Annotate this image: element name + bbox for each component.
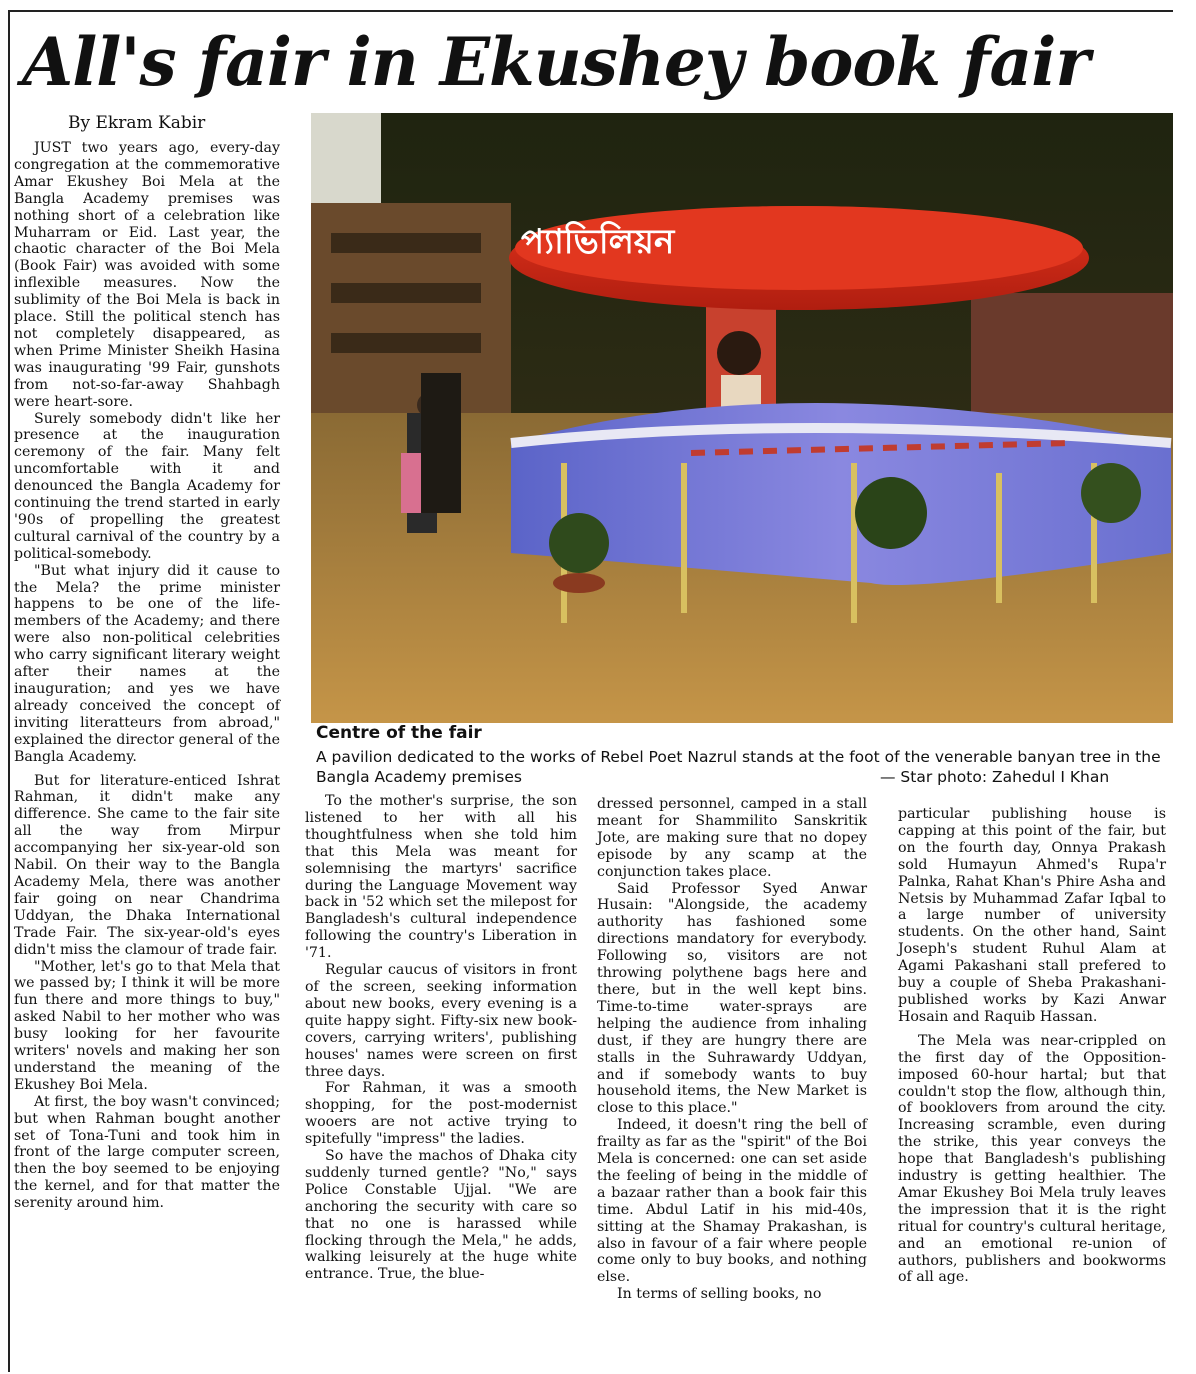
article-column-1 (14, 140, 280, 1212)
left-rule (8, 10, 10, 1372)
paragraph: JUST two years ago, every-day congregation at the commemorative Amar Ekushey Boi Mela at the Bangla Academy premises was nothing short of a celebration like Muharram or Eid. Last year, the chaotic character of the Boi Mela (Book Fair) was avoided with some inflexible measures. Now the sublimity of the Boi Mela is back in place. Still the political stench has not completely disappeared, as when Prime Minister Sheikh Hasina was inaugurating '99 Fair, gunshots from not-so-far-away Shahbagh were heart-sore. (14, 140, 280, 410)
photo-credit: — Star photo: Zahedul I Khan (880, 768, 1110, 786)
paragraph: To the mother's surprise, the son listened to her with all his thoughtfulness when she told him that this Mela was meant for solemnising the martyrs' sacrifice during the Language Movement way back in '52 which set the milepost for Bangladesh's cultural independence following the country's Liberation in '71. (305, 793, 577, 962)
byline: By Ekram Kabir (68, 113, 206, 133)
paragraph: In terms of selling books, no (617, 1286, 822, 1303)
fair-pavilion-photo (311, 113, 1173, 723)
paragraph: Indeed, it doesn't ring the bell of frailty as far as the "spirit" of the Boi Mela is concerned: one can set aside the feeling of being in the middle of a bazaar rather than a book fair this time. Abdul Latif in his mid-40s, sitting at the Shamay Prakashan, is also in favour of a fair where people come only to buy books, and nothing else. (597, 1117, 867, 1286)
paragraph: dressed personnel, camped in a stall meant for Shammilito Sanskritik Jote, are making sure that no dopey episode by any scamp at the conjunction takes place. (597, 796, 867, 880)
paragraph: Regular caucus of visitors in front of the screen, seeking information about new books, every evening is a quite happy sight. Fifty-six new book-covers, carrying writers', publishing houses' names were screen on first three days. (305, 962, 577, 1080)
paragraph: particular publishing house is capping at this point of the fair, but on the fourth day, Onnya Prakash sold Humayun Ahmed's Rupa'r Palnka, Rahat Khan's Phire Asha and Netsis by Muhammad Zafar Iqbal to a large number of university students. On the other hand, Saint Joseph's student Ruhul Alam at Agami Pakashani stall prefered to buy a couple of Sheba Prakashani-published works by Kazi Anwar Hosain and Raquib Hassan. (898, 806, 1166, 1025)
pavilion-sign: প্যাভিলিয়ন (521, 222, 675, 262)
paragraph: Said Professor Syed Anwar Husain: "Alongside, the academy authority has fashioned some directions mandatory for everybody. Following so, visitors are not throwing polythene bags here and there, but in the well kept bins. Time-to-time water-sprays are helping the audience from inhaling dust, if they are hungry there are stalls in the Suhrawardy Uddyan, and if somebody wants to buy household items, the New Market is close to this place." (597, 880, 867, 1117)
paragraph: For Rahman, it was a smooth shopping, for the post-modernist wooers are not active trying to spitefully "impress" the ladies. (305, 1080, 577, 1148)
paragraph: "Mother, let's go to that Mela that we passed by; I think it will be more fun there and more things to buy," asked Nabil to her mother who was busy looking for her favourite writers' novels and making her son understand the meaning of the Ekushey Boi Mela. (14, 958, 280, 1093)
paragraph: The Mela was near-crippled on the first day of the Opposition-imposed 60-hour hartal; but that couldn't stop the flow, although thin, of booklovers from around the city. Increasing scramble, even during the strike, this year conveys the hope that Bangladesh's publishing industry is getting healthier. The Amar Ekushey Boi Mela truly leaves the impression that it is the right ritual for country's cultural heritage, and an emotional re-union of authors, publishers and bookworms of all age. (898, 1032, 1166, 1286)
photo-caption: A pavilion dedicated to the works of Rebel Poet Nazrul stands at the foot of the venerable banyan tree in the Bangla Academy premises (316, 748, 1161, 786)
headline: All's fair in Ekushey book fair (22, 23, 1090, 101)
article-column-3 (597, 796, 867, 1303)
paragraph: At first, the boy wasn't convinced; but when Rahman bought another set of Tona-Tuni and took him in front of the large computer screen, then the boy seemed to be enjoying the kernel, and for that matter the serenity around him. (14, 1093, 280, 1212)
paragraph: But for literature-enticed Ishrat Rahman, it didn't make any difference. She came to the fair site all the way from Mirpur accompanying her six-year-old son Nabil. On their way to the Bangla Academy Mela, there was another fair going on near Chandrima Uddyan, the Dhaka International Trade Fair. The six-year-old's eyes didn't miss the clamour of trade fair. (14, 772, 280, 958)
paragraph: Surely somebody didn't like her presence at the inauguration ceremony of the fair. Many felt uncomfortable with it and denounced the Bangla Academy for continuing the trend started in early '90s of propelling the greatest cultural carnival of the country by a political-somebody. (14, 410, 280, 562)
article-column-4 (898, 806, 1166, 1286)
top-rule (8, 10, 1173, 12)
photo-caption-title: Centre of the fair (316, 723, 482, 743)
article-column-2 (305, 793, 577, 1283)
paragraph: "But what injury did it cause to the Mela? the prime minister happens to be one of the life-members of the Academy; and there were also non-political celebrities who carry significant literary weight after their names at the inauguration; and yes we have already conceived the concept of inviting literatteurs from abroad," explained the director general of the Bangla Academy. (14, 562, 280, 765)
paragraph: So have the machos of Dhaka city suddenly turned gentle? "No," says Police Constable Ujjal. "We are anchoring the security with care so that no one is harassed while flocking through the Mela," he adds, walking leisurely at the huge white entrance. True, the blue- (305, 1148, 577, 1283)
photo-illustration (311, 113, 1173, 723)
